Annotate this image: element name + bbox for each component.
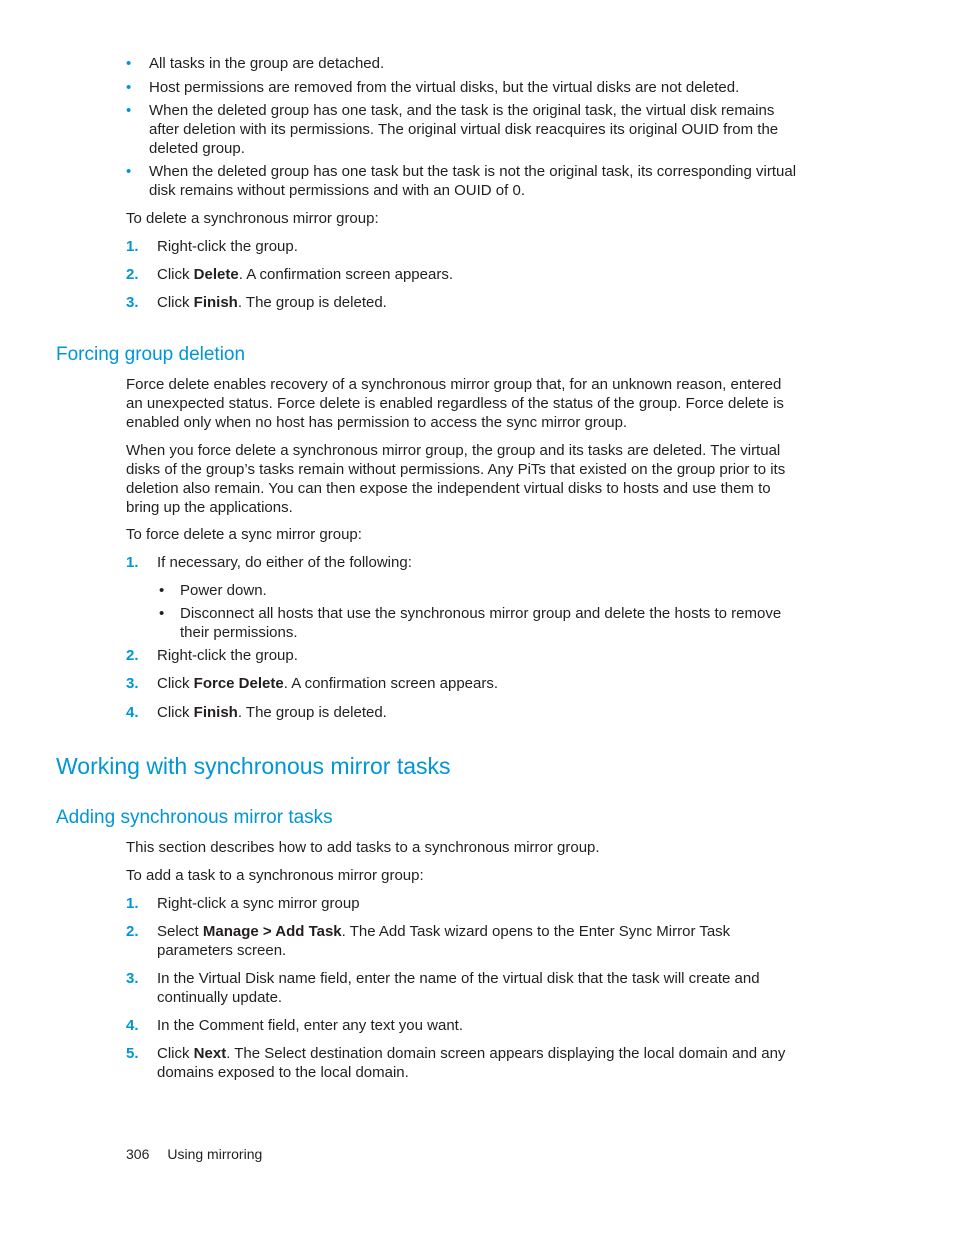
bullet-text: Disconnect all hosts that use the synchronous mirror group and delete the hosts to remove their permissions. [180, 605, 782, 641]
step-text: Click Finish. The group is deleted. [157, 294, 387, 311]
procedure-step [126, 1016, 802, 1035]
procedure-step [126, 265, 802, 284]
chapter-heading: Working with synchronous mirror tasks [56, 753, 451, 779]
bullet-text: Power down. [180, 582, 267, 599]
step-text: In the Virtual Disk name field, enter the name of the virtual disk that the task will create and continually update. [157, 970, 760, 1006]
step-text: Select Manage > Add Task. The Add Task wizard opens to the Enter Sync Mirror Task parameters screen. [157, 923, 731, 959]
procedure-step [126, 894, 802, 913]
bullet-item [126, 54, 802, 73]
page-number: 306 [126, 1146, 150, 1162]
step-text: Click Next. The Select destination domain screen appears displaying the local domain and any domains exposed to the local domain. [157, 1045, 786, 1081]
bullet-marker: • [126, 55, 132, 72]
bullet-text: All tasks in the group are detached. [149, 55, 385, 72]
section-heading: Forcing group deletion [56, 344, 246, 365]
bullet-text: When the deleted group has one task but the task is not the original task, its corresponding virtual disk remains without permissions and with an OUID of 0. [149, 163, 797, 199]
ui-term-delete: Delete [193, 266, 239, 283]
step-number: 3. [126, 294, 139, 311]
procedure-intro: To add a task to a synchronous mirror group: [126, 867, 424, 884]
step-number: 1. [126, 554, 139, 571]
bullet-marker: • [159, 605, 165, 622]
ui-term-finish: Finish [193, 294, 238, 311]
step-text: Click Delete. A confirmation screen appears. [157, 266, 453, 283]
step-text: Click Force Delete. A confirmation screen appears. [157, 675, 499, 692]
step-number: 1. [126, 238, 139, 255]
procedure-step [126, 646, 802, 665]
paragraph: Force delete enables recovery of a synchronous mirror group that, for an unknown reason, entered an unexpected status. Force delete is enabled regardless of the status of the group. Force delete is enabled only when no host has permission to access the sync mirror group. [126, 376, 784, 431]
bullet-item [126, 101, 802, 158]
step-number: 1. [126, 895, 139, 912]
section-heading: Adding synchronous mirror tasks [56, 807, 333, 828]
procedure-step [126, 1044, 802, 1082]
step-number: 3. [126, 675, 139, 692]
step-number: 4. [126, 704, 139, 721]
step-number: 2. [126, 923, 139, 940]
step-number: 4. [126, 1017, 139, 1034]
ui-term-finish: Finish [193, 704, 238, 721]
page-footer [126, 1145, 262, 1164]
bullet-item [126, 162, 802, 200]
procedure-step [126, 703, 802, 722]
step-number: 2. [126, 647, 139, 664]
procedure-step [126, 553, 802, 572]
step-text: If necessary, do either of the following: [157, 554, 412, 571]
sub-bullet-item [157, 604, 797, 642]
step-number: 3. [126, 970, 139, 987]
procedure-step [126, 237, 802, 256]
step-text: Right-click the group. [157, 238, 298, 255]
bullet-text: Host permissions are removed from the virtual disks, but the virtual disks are not deleted. [149, 79, 740, 96]
procedure-step [126, 674, 802, 693]
ui-term-manage-add-task: Manage > Add Task [202, 923, 342, 940]
step-number: 2. [126, 266, 139, 283]
procedure-intro: To delete a synchronous mirror group: [126, 210, 379, 227]
sub-bullet-item [157, 581, 797, 600]
paragraph: This section describes how to add tasks to a synchronous mirror group. [126, 839, 600, 856]
ui-term-next: Next [193, 1045, 227, 1062]
procedure-intro: To force delete a sync mirror group: [126, 526, 362, 543]
procedure-step [126, 293, 802, 312]
step-text: Right-click a sync mirror group [157, 895, 360, 912]
bullet-marker: • [126, 79, 132, 96]
bullet-marker: • [126, 163, 132, 180]
procedure-step [126, 969, 802, 1007]
step-text: Right-click the group. [157, 647, 298, 664]
footer-chapter-title: Using mirroring [167, 1146, 263, 1162]
step-text: In the Comment field, enter any text you want. [157, 1017, 463, 1034]
paragraph: When you force delete a synchronous mirror group, the group and its tasks are deleted. The virtual disks of the group’s tasks remain without permissions. Any PiTs that existed on the group prior to its deletion also remain. You can then expose the independent virtual disks to hosts and use them to bring up the applications. [126, 442, 786, 516]
step-number: 5. [126, 1045, 139, 1062]
ui-term-force-delete: Force Delete [193, 675, 284, 692]
procedure-step [126, 922, 802, 960]
step-text: Click Finish. The group is deleted. [157, 704, 387, 721]
bullet-marker: • [159, 582, 165, 599]
bullet-marker: • [126, 102, 132, 119]
bullet-text: When the deleted group has one task, and the task is the original task, the virtual disk remains after deletion with its permissions. The original virtual disk reacquires its original OUID from the deleted group. [149, 102, 779, 157]
bullet-item [126, 78, 802, 97]
